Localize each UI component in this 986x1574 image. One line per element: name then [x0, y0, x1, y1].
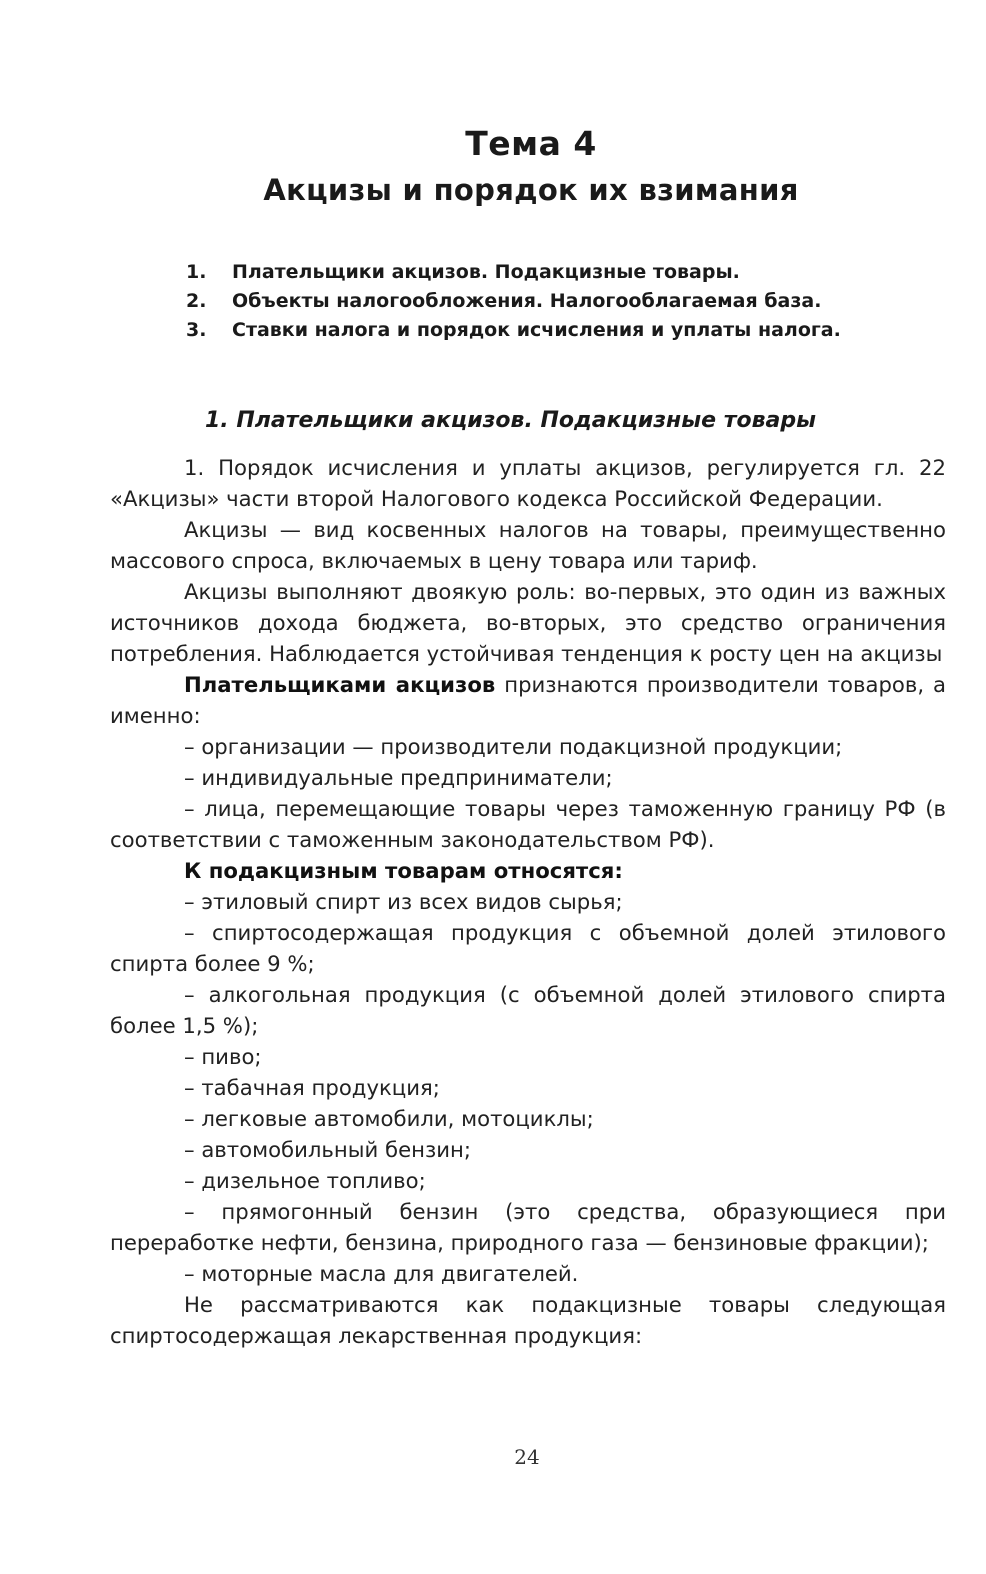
outline-item-text: Ставки налога и порядок исчисления и уплаты налога. — [232, 319, 841, 341]
goods-list-item: – дизельное топливо; — [184, 1168, 426, 1193]
payers-list-item: – индивидуальные предприниматели; — [184, 765, 613, 790]
chapter-number: Тема 4 — [465, 124, 597, 163]
payers-list-item: – организации — производители подакцизной продукции; — [184, 734, 843, 759]
goods-list-item: – моторные масла для двигателей. — [184, 1261, 579, 1286]
chapter-name: Акцизы и порядок их взимания — [263, 173, 799, 207]
goods-list-item: – этиловый спирт из всех видов сырья; — [184, 889, 623, 914]
body-text — [110, 452, 946, 1351]
outline-item-text: Плательщики акцизов. Подакцизные товары. — [232, 261, 740, 283]
paragraph-definition: Акцизы — вид косвенных налогов на товары, преимущественно массового спроса, включаемых в цену товара или тариф. — [110, 517, 946, 573]
paragraph-role: Акцизы выполняют двоякую роль: во-первых, это один из важных источников дохода бюджета, во-вторых, это средство ограничения потребления. Наблюдается устойчивая тенденция к росту цен на акцизы — [110, 579, 946, 666]
paragraph-exclusions: Не рассматриваются как подакцизные товары следующая спиртосодержащая лекарственная продукция: — [110, 1292, 946, 1348]
outline-item — [186, 258, 946, 287]
goods-list-item: – спиртосодержащая продукция с объемной долей этилового спирта более 9 %; — [110, 920, 946, 976]
goods-list-item: – легковые автомобили, мотоциклы; — [184, 1106, 594, 1131]
section-heading: 1. Плательщики акцизов. Подакцизные товары — [205, 408, 816, 433]
topic-outline — [186, 258, 946, 345]
goods-label: К подакцизным товарам относятся: — [184, 858, 623, 883]
goods-list-item: – пиво; — [184, 1044, 262, 1069]
payers-list-item: – лица, перемещающие товары через таможенную границу РФ (в соответствии с таможенным законодательством РФ). — [110, 796, 946, 852]
payers-label: Плательщиками акцизов — [184, 672, 496, 697]
chapter-title — [0, 120, 986, 212]
outline-item — [186, 316, 946, 345]
outline-item — [186, 287, 946, 316]
outline-item-number: 2. — [186, 290, 207, 312]
paragraph-legal-basis: 1. Порядок исчисления и уплаты акцизов, регулируется гл. 22 «Акцизы» части второй Налогового кодекса Российской Федерации. — [110, 455, 946, 511]
outline-item-number: 1. — [186, 261, 207, 283]
goods-list-item: – табачная продукция; — [184, 1075, 440, 1100]
outline-item-text: Объекты налогообложения. Налогооблагаемая база. — [232, 290, 822, 312]
outline-item-number: 3. — [186, 319, 207, 341]
payers-text: признаются производители товаров, а именно: — [110, 672, 946, 728]
goods-list-item: – прямогонный бензин (это средства, образующиеся при переработке нефти, бензина, природного газа — бензиновые фракции); — [110, 1199, 946, 1255]
goods-list-item: – автомобильный бензин; — [184, 1137, 471, 1162]
paragraph-payers — [110, 669, 946, 731]
page-number: 24 — [514, 1445, 540, 1469]
goods-list-item: – алкогольная продукция (с объемной долей этилового спирта более 1,5 %); — [110, 982, 946, 1038]
